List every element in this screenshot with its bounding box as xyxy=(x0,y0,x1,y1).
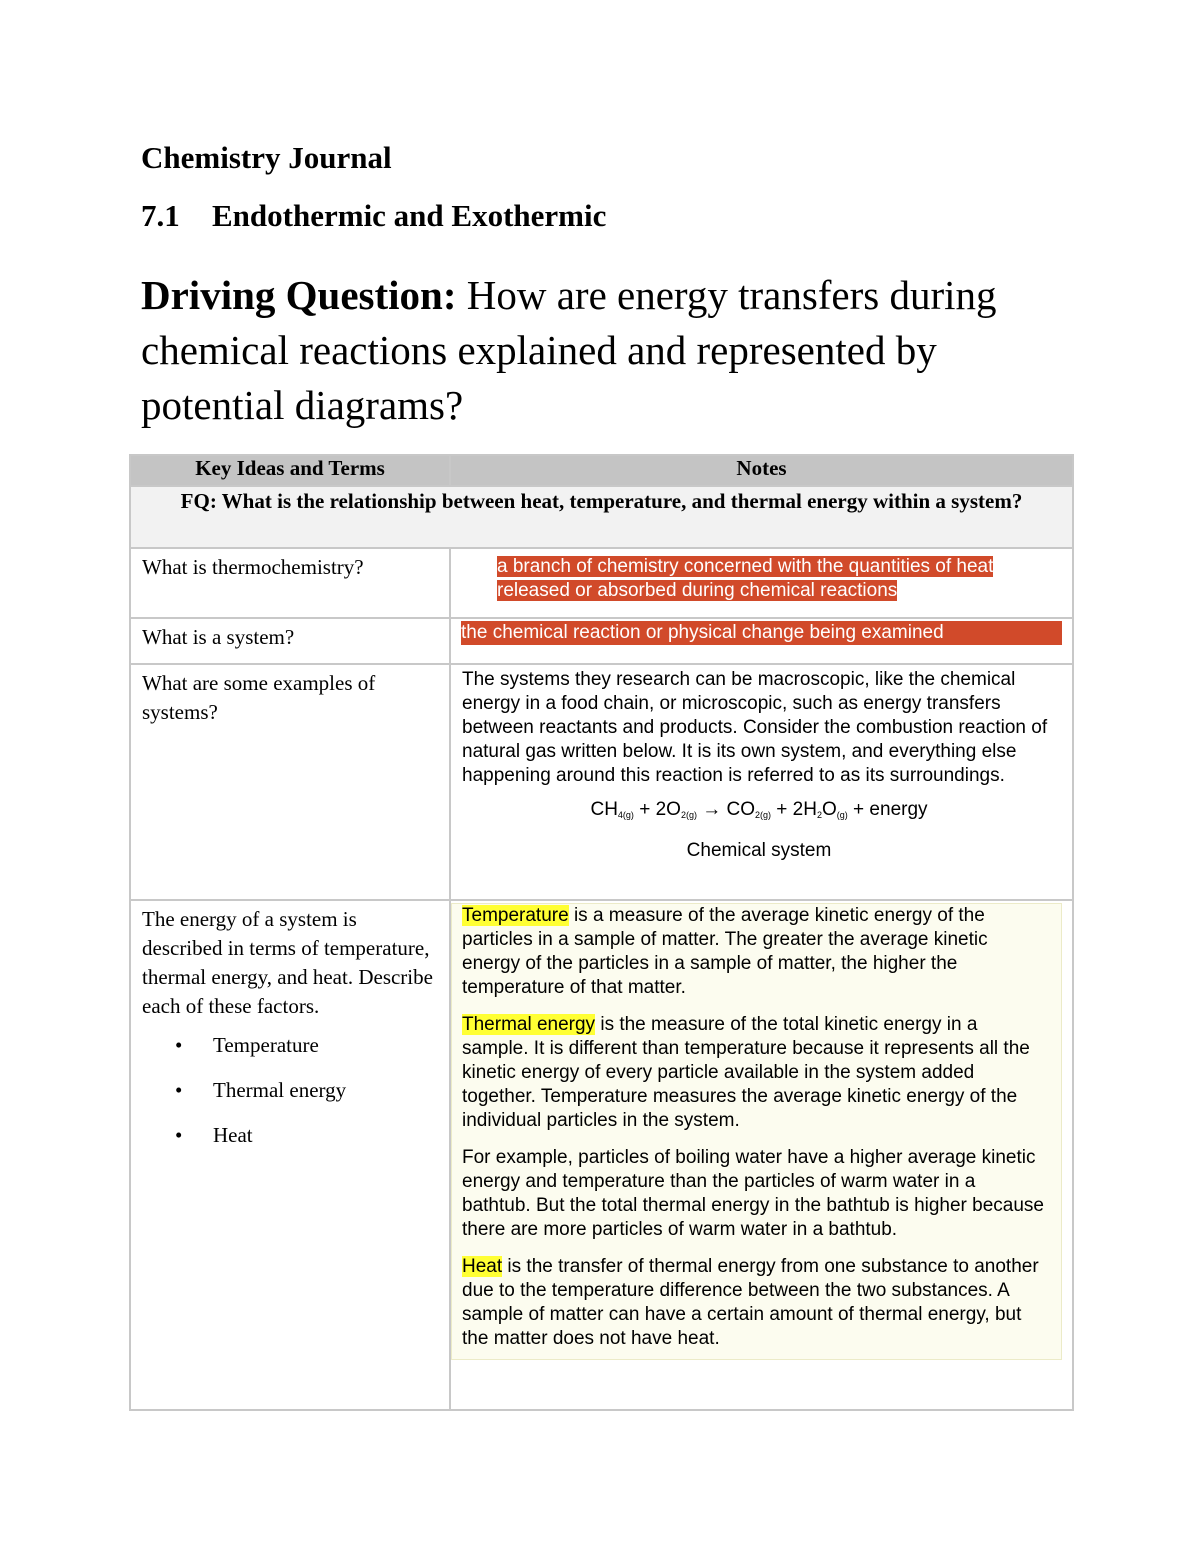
eq-subscript: (g) xyxy=(836,810,848,820)
heat-note xyxy=(462,1255,1045,1351)
key-term-text: The energy of a system is described in terms of temperature, thermal energy, and heat. Describe each of these factors. xyxy=(142,907,433,1018)
key-term xyxy=(130,900,450,1410)
highlight-term: Heat xyxy=(462,1256,503,1277)
eq-subscript: 2(g) xyxy=(755,810,772,820)
table-header-row xyxy=(130,455,1073,486)
key-term: What is thermochemistry? xyxy=(130,548,450,618)
bullet-icon: • xyxy=(175,1033,183,1057)
notes-table xyxy=(129,454,1074,1411)
list-item-label: Thermal energy xyxy=(213,1078,347,1102)
driving-question-text: How are energy transfers during chemical reactions explained and represented by potential diagrams? xyxy=(141,272,997,428)
highlight-term: Temperature xyxy=(462,905,569,926)
eq-part: CH xyxy=(590,799,618,820)
key-term: What is a system? xyxy=(130,618,450,664)
list-item xyxy=(175,1121,439,1150)
thermal-energy-note xyxy=(462,1013,1045,1133)
temperature-note xyxy=(462,904,1045,1000)
note-text: a branch of chemistry concerned with the quantities of heat released or absorbed during chemical reactions xyxy=(497,556,994,601)
table-row xyxy=(130,618,1073,664)
equation-caption: Chemical system xyxy=(686,840,832,861)
focus-question: FQ: What is the relationship between heat, temperature, and thermal energy within a system? xyxy=(130,486,1073,548)
eq-part: + 2O xyxy=(633,799,681,820)
eq-subscript: 2 xyxy=(816,810,822,820)
section-number: 7.1 xyxy=(141,198,180,233)
eq-subscript: 2(g) xyxy=(680,810,697,820)
eq-subscript: 4(g) xyxy=(617,810,634,820)
list-item xyxy=(175,1076,439,1105)
note-cell xyxy=(450,548,1073,618)
note-text: the chemical reaction or physical change being examined xyxy=(461,621,1062,645)
driving-question-label: Driving Question: xyxy=(141,272,457,318)
table-row xyxy=(130,900,1073,1410)
list-item-label: Temperature xyxy=(213,1033,319,1057)
highlight-term: Thermal energy xyxy=(462,1014,596,1035)
note-cell xyxy=(450,618,1073,664)
notes-box xyxy=(451,903,1062,1360)
table-row xyxy=(130,664,1073,900)
section-heading xyxy=(141,198,606,234)
note-cell xyxy=(450,664,1073,900)
bullet-icon: • xyxy=(175,1123,183,1147)
note-text: The systems they research can be macroscopic, like the chemical energy in a food chain, or microscopic, such as energy transfers between reactants and products. Consider the combustion reaction of natural gas written below. It is its own system, and everything else happening around this reaction is referred to as its surroundings. xyxy=(462,669,1048,786)
note-text: is the measure of the total kinetic energy in a sample. It is different than temperature because it represents all the kinetic energy of every particle available in the system added together. Temperature measures the average kinetic energy of the individual particles in the system. xyxy=(462,1014,1030,1131)
key-term: What are some examples of systems? xyxy=(130,664,450,900)
table-row xyxy=(130,548,1073,618)
journal-title: Chemistry Journal xyxy=(141,140,392,175)
example-note: For example, particles of boiling water have a higher average kinetic energy and temperature than the particles of warm water in a bathtub. But the total thermal energy in the bathtub is higher because there are more particles of warm water in a bathtub. xyxy=(462,1147,1044,1240)
col-header-notes: Notes xyxy=(450,455,1073,486)
eq-part: O xyxy=(822,799,837,820)
eq-part: + 2H xyxy=(771,799,817,820)
focus-question-row xyxy=(130,486,1073,548)
note-text: is the transfer of thermal energy from one substance to another due to the temperature difference between the two substances. A sample of matter can have a certain amount of thermal energy, but the matter does not have heat. xyxy=(462,1256,1039,1349)
section-title: Endothermic and Exothermic xyxy=(212,198,607,233)
note-text: is a measure of the average kinetic energy of the particles in a sample of matter. The greater the average kinetic energy of the particles in a sample of matter, the higher the temperature of that matter. xyxy=(462,905,988,998)
chemical-equation xyxy=(462,798,1056,827)
eq-part: → CO xyxy=(696,799,756,820)
bullet-icon: • xyxy=(175,1078,183,1102)
eq-part: + energy xyxy=(847,799,928,820)
note-cell xyxy=(450,900,1073,1410)
list-item xyxy=(175,1031,439,1060)
factor-list xyxy=(142,1031,439,1150)
list-item-label: Heat xyxy=(213,1123,253,1147)
col-header-key-ideas: Key Ideas and Terms xyxy=(130,455,450,486)
driving-question xyxy=(141,268,1041,433)
